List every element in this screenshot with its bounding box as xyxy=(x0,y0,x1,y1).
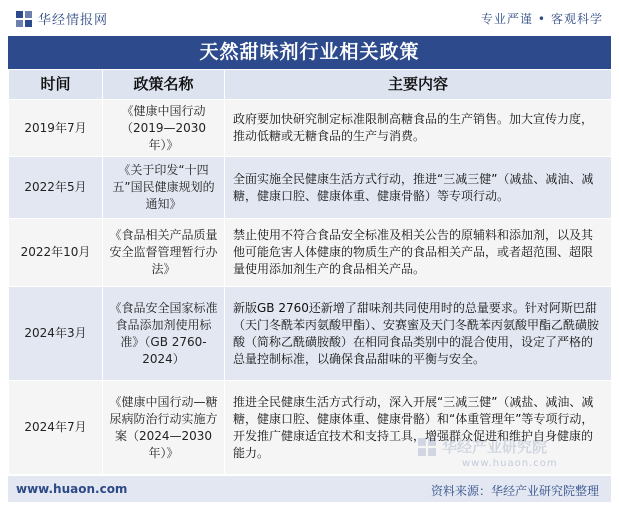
cell-policy: 《健康中国行动（2019—2030年）》 xyxy=(103,100,225,157)
table-row xyxy=(9,100,612,157)
cell-content: 新版GB 2760还新增了甜味剂共同使用时的总量要求。针对阿斯巴甜（天门冬酰苯丙氨酸甲酯）、安赛蜜及天门冬酰苯丙氨酸甲酯乙酰磺胺酸（简称乙酰磺胺酸）在相同食品类别中的混合使用，设定了严格的总量控制标准，以确保食品甜味的平衡与安全。 xyxy=(225,287,612,381)
brand-name: 华经情报网 xyxy=(38,13,109,28)
table-row xyxy=(9,157,612,219)
footer xyxy=(8,476,611,502)
cell-content: 推进全民健康生活方式行动，深入开展“三减三健”（减盐、减油、减糖，健康口腔、健康体重、健康骨骼）和“体重管理年”等专项行动，开发推广健康适宜技术和支持工具，增强群众促进和维护自身健康的能力。 xyxy=(225,381,612,475)
policy-table xyxy=(8,69,612,475)
cell-content: 全面实施全民健康生活方式行动，推进“三减三健”（减盐、减油、减糖，健康口腔、健康体重、健康骨骼）等专项行动。 xyxy=(225,157,612,219)
cell-policy: 《关于印发“十四五”国民健康规划的通知》 xyxy=(103,157,225,219)
table-header-row xyxy=(9,70,612,100)
column-header-policy: 政策名称 xyxy=(103,70,225,100)
footer-site-link[interactable]: www.huaon.com xyxy=(16,482,128,496)
table-row xyxy=(9,219,612,287)
brand[interactable] xyxy=(16,9,108,28)
cell-policy: 《健康中国行动—糖尿病防治行动实施方案（2024—2030年）》 xyxy=(103,381,225,475)
slogan xyxy=(481,10,603,27)
cell-content: 政府要加快研究制定标准限制高糖食品的生产销售。加大宣传力度，推动低糖或无糖食品的生产与消费。 xyxy=(225,100,612,157)
top-bar xyxy=(0,0,619,36)
watermark-url: www.huaon.com xyxy=(462,458,558,469)
cell-content: 禁止使用不符合食品安全标准及相关公告的原辅料和添加剂，以及其他可能危害人体健康的物质生产的食品相关产品，或者超范围、超限量使用添加剂生产的食品相关产品。 xyxy=(225,219,612,287)
table-row xyxy=(9,287,612,381)
cell-time: 2024年7月 xyxy=(9,381,103,475)
footer-source: 资料来源：华经产业研究院整理 xyxy=(430,484,599,498)
cell-policy: 《食品相关产品质量安全监督管理暂行办法》 xyxy=(103,219,225,287)
cell-time: 2022年5月 xyxy=(9,157,103,219)
column-header-time: 时间 xyxy=(9,70,103,100)
cell-time: 2019年7月 xyxy=(9,100,103,157)
slogan-right: 客观科学 xyxy=(550,12,603,26)
column-header-content: 主要内容 xyxy=(225,70,612,100)
huajing-logo-icon xyxy=(16,11,32,27)
cell-time: 2024年3月 xyxy=(9,287,103,381)
cell-policy: 《食品安全国家标准食品添加剂使用标准》（GB 2760-2024） xyxy=(103,287,225,381)
page-title: 天然甜味剂行业相关政策 xyxy=(8,36,611,69)
cell-time: 2022年10月 xyxy=(9,219,103,287)
slogan-dot: • xyxy=(537,12,546,26)
slogan-left: 专业严谨 xyxy=(480,12,533,26)
